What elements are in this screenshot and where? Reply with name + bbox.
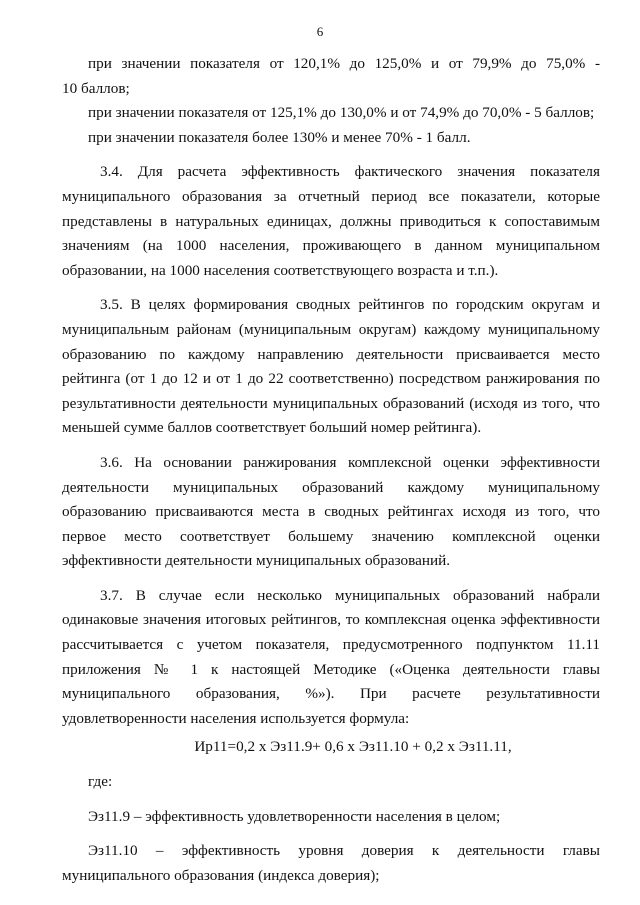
definition-ez11-10: Эз11.10 – эффективность уровня доверия к деятельности главы муниципального образования (индекса доверия);	[62, 842, 600, 884]
formula: Ир11=0,2 х Эз11.9+ 0,6 х Эз11.10 + 0,2 х Эз11.11,	[194, 738, 512, 756]
where-label: где:	[88, 773, 113, 791]
paragraph-3-5: 3.5. В целях формирования сводных рейтингов по городским округам и муниципальным районам (муниципальным округам) каждому муниципальному образованию по каждому направлению деятельности присваивается место рейтинга (от 1 до 12 и от 1 до 22 соответственно) посредством ранжирования по результативности деятельности муниципальных образований (исходя из того, что меньшей сумме баллов соответствует больший номер рейтинга).	[62, 296, 600, 437]
scoring-line-1b: 10 баллов;	[62, 79, 130, 97]
paragraph-3-4: 3.4. Для расчета эффективность фактического значения показателя муниципального образования за отчетный период все показатели, которые представлены в натуральных единицах, должны приводиться к сопоставимым значениям (на 1000 населения, проживающего в данном муниципальном образовании, на 1000 населения соответствующего возраста и т.п.).	[62, 163, 600, 279]
paragraph-3-6: 3.6. На основании ранжирования комплексной оценки эффективности деятельности муниципальных образований каждому муниципальному образованию присваиваются места в сводных рейтингах исходя из того, что первое место соответствует большему значению комплексной оценки эффективности деятельности муниципальных образований.	[62, 453, 600, 570]
scoring-line-1a: при значении показателя от 120,1% до 125,0% и от 79,9% до 75,0% -	[88, 55, 600, 72]
page-number: 6	[316, 24, 324, 39]
paragraph-3-7: 3.7. В случае если несколько муниципальных образований набрали одинаковые значения итоговых рейтингов, то комплексная оценка эффективности рассчитывается с учетом показателя, предусмотренного подпунктом 11.11 приложения № 1 к настоящей Методике («Оценка деятельности главы муниципального образования, %»). При расчете результативности удовлетворенности населения используется формула:	[62, 586, 600, 727]
document-body	[62, 52, 600, 888]
scoring-line-3: при значении показателя более 130% и менее 70% - 1 балл.	[88, 128, 471, 146]
definition-ez11-9: Эз11.9 – эффективность удовлетворенности населения в целом;	[88, 807, 501, 825]
scoring-line-2: при значении показателя от 125,1% до 130,0% и от 74,9% до 70,0% - 5 баллов;	[88, 104, 595, 122]
